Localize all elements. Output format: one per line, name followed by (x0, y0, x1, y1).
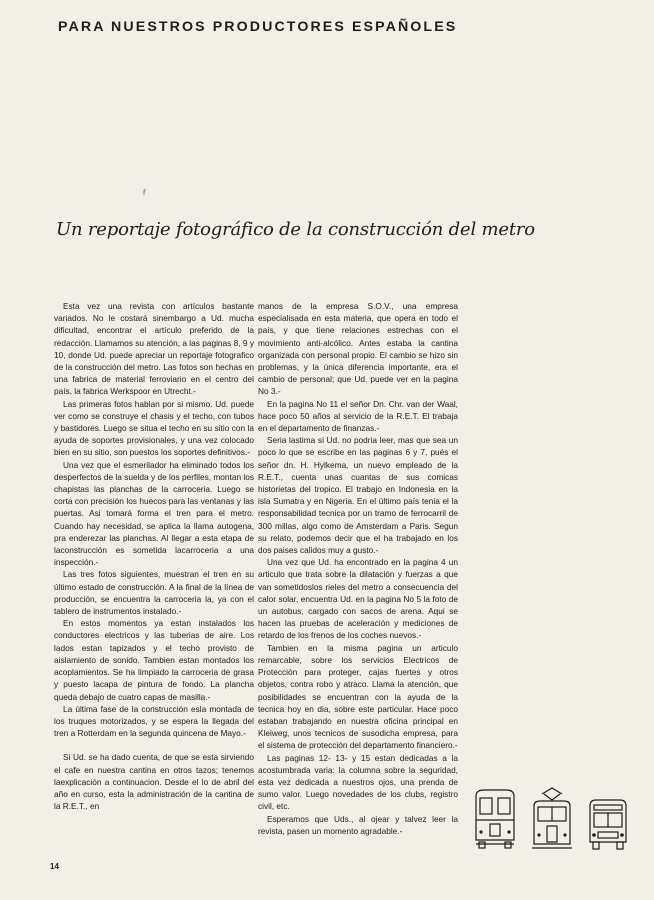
stray-mark: ŕ (143, 187, 146, 197)
page-number: 14 (50, 862, 59, 871)
paragraph: Tambien en la misma pagina un articulo remarcable, sobre los servicios Electricos de Protección para proteger, cajas fuertes y otros objetos, contra robo y atraco. Llama la atención, que posibilidades se encuentran con la ayuda de la tecnica hoy en dia, sobre este particular. Hace poco estaban trabajando en nuestra oficina principal en Kleiweg, unos tecnicos de susodicha empresa, para el sistema de protección del departamento financiero.- (258, 642, 458, 751)
left-column (54, 300, 254, 812)
paragraph: Las primeras fotos hablan por si mismo. Ud. puede ver como se construye el chasis y el techo, con tubos y bastidores. Luego se situa el techo en su sitio con la ayuda de soportes provisionales, y una vez colocado bien en su sitio, son puestos los soportes definitivos.- (54, 398, 254, 458)
paragraph: Seria lastima si Ud. no podria leer, mas que sea un poco lo que se escribe en las paginas 6 y 7, pués el señor dn. H. Hylkema, un nuevo empleado de la R.E.T., cuenta unas cuantas de sus comicas historietas del tropico. El trabajo en Indonesia en la isla Sumatra y en Nigeria. En el último país tenia el la responsabilidad tecnica por un tramo de ferrocarril de 300 millas, algo como de Amsterdam a Paris. Segun su relato, podemos decir que el ha trabajado en los dos paises calidos muy a gusto.- (258, 435, 458, 556)
bus-icon (584, 786, 632, 852)
paragraph: manos de la empresa S.O.V., una empresa especialisada en esta materia, que opera en todo el país, y que tiene relaciones estrechas con el movimiento anti-alcólico. Antes estaba la cantina organizada con personal propio. El cambio se hizo sin problemas, y la única diferencia importante, era el cambio de personal; que Ud. puede ver en la pagina No 3.- (258, 301, 458, 397)
paragraph: Las tres fotos siguientes, muestran el tren en su último estado de construcción. A la final de la línea de producción, se encuentra la carroceria la, ya con el tablero de instrumentos instalado.- (54, 569, 254, 617)
paragraph: La última fase de la construcción esla montada de los truques motorizados, y se espera la llegada del tren a Rotterdam en la segunda quincena de Mayo.- (54, 703, 254, 739)
paragraph: Esta vez una revista con artículos bastante variados. No le costará sinembargo a Ud. mucha dificultad, encontrar el artículo preferido de la redacción. Llamamos su atención, a las paginas 8, 9 y 10, donde Ud. puede apreciar un reportaje fotografico de la construcción del metro. Las fotos son hechas en una fabrica de material ferroviario en el centro del país, la fabrica Werkspoor en Utrecht.- (54, 301, 254, 397)
paragraph: En la pagina No 11 el señor Dn. Chr. van der Waal, hace poco 50 años al servicio de la R.E.T. El trabaja en el departamento de finanzas.- (258, 398, 458, 434)
right-column (258, 300, 458, 837)
paragraph: Si Ud. se ha dado cuenta, de que se esta sirviendo el cafe en nuestra cantina en otros tazos; tenemos laexplicación a continuacion. Desde el lo de abril del año en curso, esta la administración de la cantina de la R.E.T., en (54, 752, 254, 812)
paragraph: En estos momentos ya estan instalados los conductores electricos y las tuberias de aire. Los lados estan tapizados y el techo provisto de aislamiento de sonido. Tambien estan montados los acoplamientos. Se ha limpiado la carroceria de grasa y puesto lacapa de pintura de fondo. La plancha queda debajo de cuatro capas de masilla.- (54, 618, 254, 702)
section-header: PARA NUESTROS PRODUCTORES ESPAÑOLES (58, 19, 458, 35)
paragraph: Esperamos que Uds., al ojear y talvez leer la revista, pasen un momento agradable.- (258, 813, 458, 836)
vehicle-icons (468, 786, 634, 854)
tram-icon (528, 786, 576, 852)
paragraph: Una vez que el esmerilador ha eliminado todos los desperfectos de la suelda y de los perfiles, montan los chapistas las planchas de la carroceria. Luego se corta con precisión los huecos para las ventanas y las puertas. Asi tomará forma el tren para el metro. Cuando hay necesidad, se aplica la llama autogena, pra enderezar las planchas. Al llegar a esta etapa de laconstrucción es sometida lacarroceria a una inspección.- (54, 459, 254, 568)
metro-car-icon (470, 786, 520, 852)
paragraph: Las paginas 12- 13- y 15 estan dedicadas a la acostumbrada varia: la columna sobre la seguridad, esta vez dedicada a nuestros ojos, una prenda de sumo valor. Luego novedades de los clubs, registro civil, etc. (258, 752, 458, 812)
paragraph: Una vez que Ud. ha encontrado en la pagina 4 un articulo que trata sobre la dilatación y fuerzas a que van sometidoslos rieles del metro a consecuencia del calor solar, encuentra Ud. en la pagina No 5 la foto de un autobus, cargado con sacos de arena. Aqui se hacen las pruebas de aceleración y mediciones de retardo de los frenos de los coches nuevos.- (258, 557, 458, 641)
article-title: Un reportaje fotográfico de la construcción del metro (56, 219, 535, 240)
